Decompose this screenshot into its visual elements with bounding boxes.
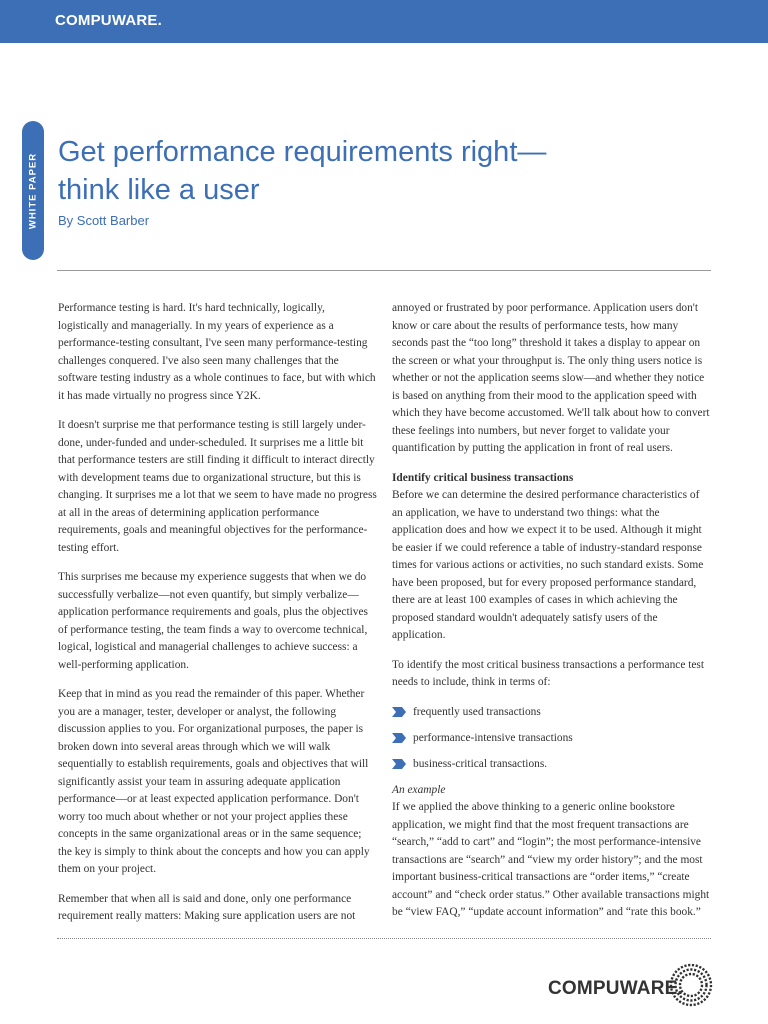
paragraph: It doesn't surprise me that performance testing is still largely under-done, under-funded and under-scheduled. It surprises me a little bit that performance testers are still finding it difficult to interact directly with development teams due to organizational structure, but this is changing. It surprises me a lot that we seem to have made no progress at all in the areas of determining application performance requirements, goals and meaningful objectives for the performance-testing effort. xyxy=(58,419,377,554)
title-line-1: Get performance requirements right— xyxy=(58,136,547,168)
list-item-label: frequently used transactions xyxy=(413,705,541,718)
title-line-2: think like a user xyxy=(58,174,260,206)
author-byline: By Scott Barber xyxy=(58,213,150,228)
double-chevron-icon xyxy=(392,759,408,769)
paragraph: This surprises me because my experience suggests that when we do successfully verbalize—not even quantify, but simply verbalize—application performance requirements and goals, plus the objectives of performance testing, the team finds a way to overcome technical, logical, logistical and managerial challenges to achieve success: a well-performing application. xyxy=(58,571,368,671)
right-column xyxy=(392,300,712,934)
list-item-label: performance-intensive transactions xyxy=(413,731,573,744)
section-heading: Identify critical business transactions xyxy=(392,471,574,484)
paragraph: Before we can determine the desired performance characteristics of an application, we have to understand two things: what the application does and how we expect it to be used. Although it might be easier if we could reference a table of industry-standard response times for various actions or activities, no such standard exists. Some have been proposed, but for every proposed performance standard, there are at least 100 examples of cases in which achieving the proposed standard wouldn't adequately satisfy users of the application. xyxy=(392,489,704,641)
footer-logo: COMPUWARE. xyxy=(548,978,683,999)
paragraph: annoyed or frustrated by poor performance. Application users don't know or care about the results of performance tests, how many seconds past the “too long” threshold it takes a display to appear on the screen or what your throughput is. The only thing users notice is whether or not the application seems slow—and whether they notice is based on anything from their mood to the application speed with which they have become accustomed. We'll talk about how to convert these feelings into numbers, but never forget to validate your quantification by putting the application in front of real users. xyxy=(392,302,710,454)
compuware-emblem-icon xyxy=(668,962,714,1008)
white-paper-label: WHITE PAPER xyxy=(27,152,39,230)
paragraph: Remember that when all is said and done, only one performance requirement really matters: Making sure application users are not xyxy=(58,892,356,922)
paragraph: If we applied the above thinking to a generic online bookstore application, we might find that the most frequent transactions are “search,” “add to cart” and “login”; the most performance-intensive transactions are “search” and “view my order history”; and the most important business-critical transactions are “order items,” “create account” and “check order status.” Other available transactions might be “view FAQ,” “update account information” and “rate this book.” xyxy=(392,801,710,918)
list-item xyxy=(392,704,712,722)
top-banner xyxy=(0,0,768,43)
paragraph: To identify the most critical business transactions a performance test needs to include, think in terms of: xyxy=(392,658,705,688)
footer-divider xyxy=(57,938,711,939)
document-title xyxy=(58,133,698,209)
header-divider xyxy=(57,270,711,271)
paragraph: Performance testing is hard. It's hard technically, logically, logistically and managerially. In my years of experience as a performance-testing consultant, I've seen many performance-testing challenges conquered. I've also seen many challenges that the software testing industry as a whole continues to face, but with which it has made virtually no progress since Y2K. xyxy=(58,302,376,402)
double-chevron-icon xyxy=(392,733,408,743)
left-column xyxy=(58,300,378,938)
list-item xyxy=(392,756,712,774)
list-item xyxy=(392,730,712,748)
double-chevron-icon xyxy=(392,707,408,717)
transaction-list xyxy=(392,704,712,774)
header-logo: COMPUWARE. xyxy=(55,12,162,29)
paragraph: Keep that in mind as you read the remainder of this paper. Whether you are a manager, tester, developer or analyst, the following discussion applies to you. For organizational purposes, the paper is broken down into several areas through which we will walk sequentially to establish requirements, goals and objectives that will significantly assist your team in assuring adequate application performance—or at least expected application performance. Don't worry too much about whether or not your project applies these concepts in the same organizational areas or in the same sequence; the key is simply to think about the concepts and how you can apply them on your project. xyxy=(58,688,370,875)
white-paper-tab xyxy=(22,121,44,260)
list-item-label: business-critical transactions. xyxy=(413,757,548,770)
example-label: An example xyxy=(392,783,446,796)
